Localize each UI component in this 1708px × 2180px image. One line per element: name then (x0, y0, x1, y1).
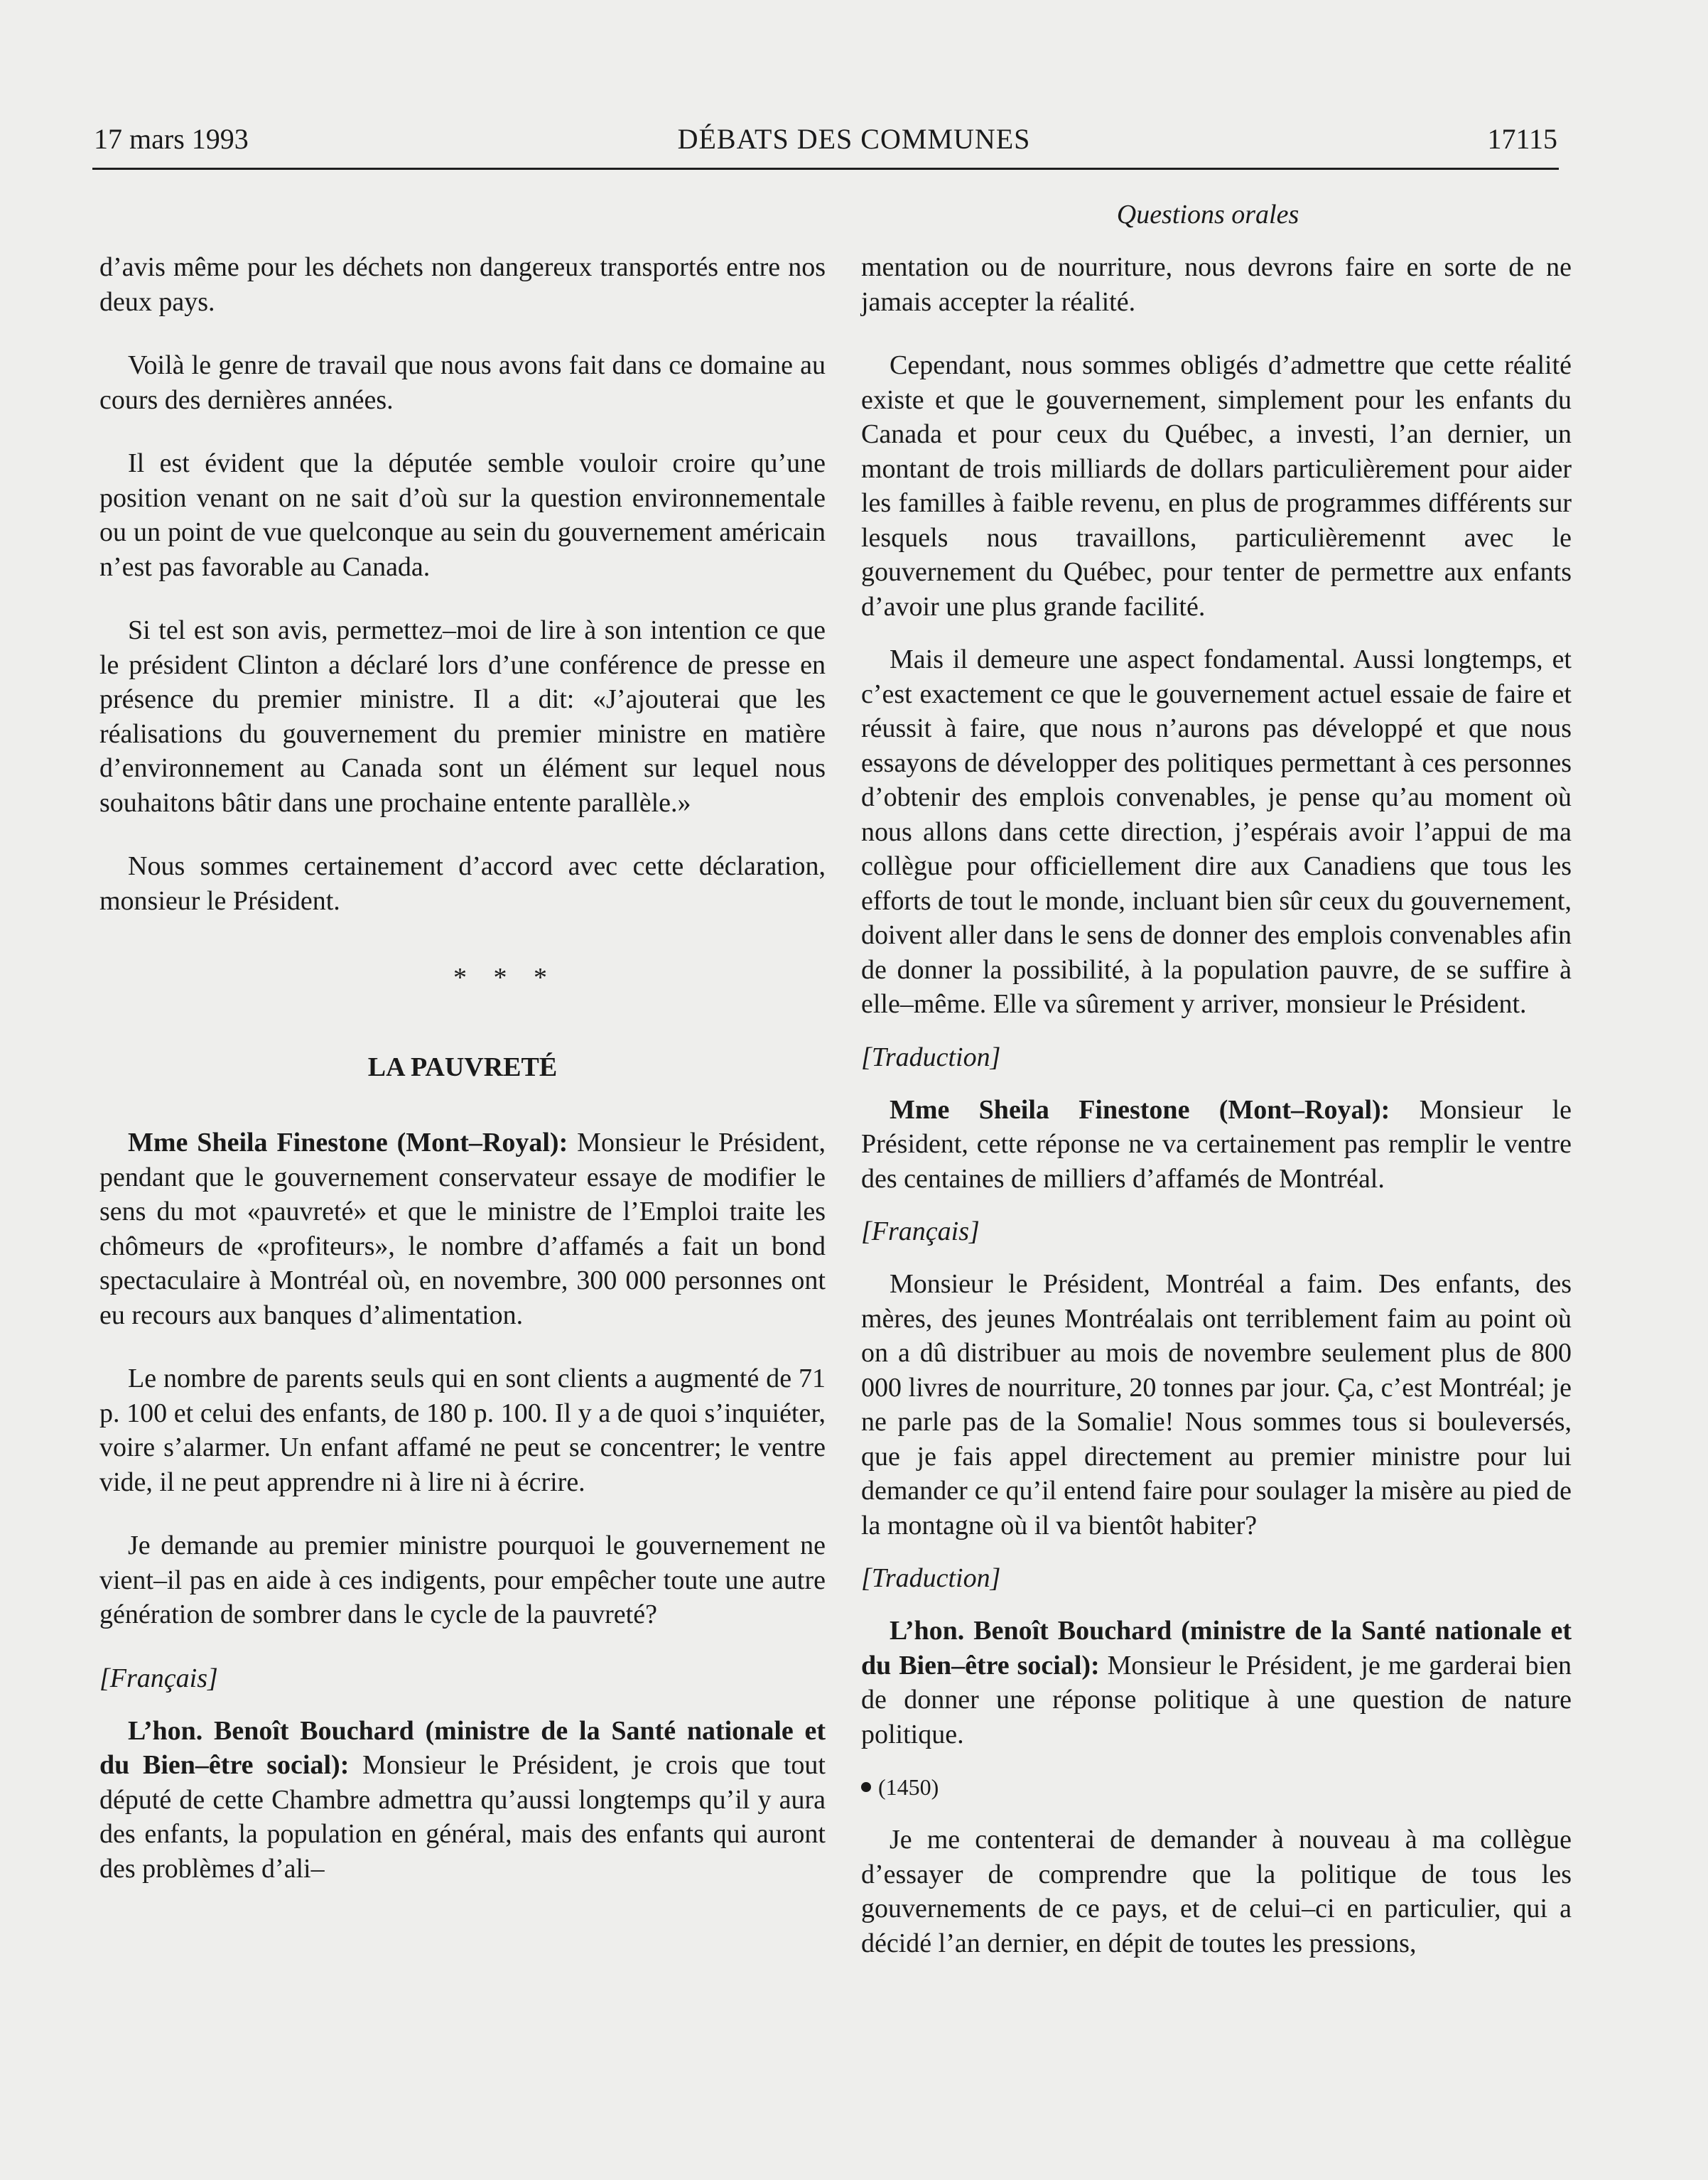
section-heading: LA PAUVRETÉ (367, 1052, 558, 1082)
time-marker (861, 1770, 1572, 1804)
speaker-name: Mme Sheila Finestone (Mont–Royal): (128, 1128, 568, 1158)
section-separator: * * * (453, 963, 557, 993)
paragraph: Monsieur le Président, Montréal a faim. Des enfants, des mères, des jeunes Montréalais ont terriblement faim au point où on a dû distribuer au mois de novembre seulement plus de 800 000 livres de nourriture, 20 tonnes par jour. Ça, c’est Montréal; je ne parle pas de la Somalie! Nous sommes tous si bouleversés, que je fais appel directement au premier ministre pour lui demander ce qu’il entend faire pour soulager la misère au pied de la montagne où il va bientôt habiter? (861, 1269, 1572, 1540)
paragraph: mentation ou de nourriture, nous devrons faire en sorte de ne jamais accepter la réalité. (861, 252, 1572, 317)
right-column (861, 250, 1572, 1960)
header-date: 17 mars 1993 (94, 123, 249, 155)
language-tag: [Français] (99, 1663, 218, 1693)
speech-paragraph (99, 1126, 826, 1332)
speech-text: Monsieur le Président, cette réponse ne va certainement pas remplir le ventre des centaines de milliers d’affamés de Montréal. (861, 1094, 1572, 1194)
paragraph: d’avis même pour les déchets non dangereux transportés entre nos deux pays. (99, 252, 826, 317)
paragraph: Le nombre de parents seuls qui en sont clients a augmenté de 71 p. 100 et celui des enfants, de 180 p. 100. Il y a de quoi s’inquiéter, voire s’alarmer. Un enfant affamé ne peut se concentrer; le ventre vide, il ne peut apprendre ni à lire ni à écrire. (99, 1364, 826, 1497)
speech-text: Monsieur le Président, je me garderai bien de donner une réponse politique à une question de nature politique. (861, 1650, 1572, 1749)
speaker-name: L’hon. Benoît Bouchard (ministre de la Santé nationale et du Bien–être social): (861, 1616, 1572, 1680)
speech-paragraph (861, 1614, 1572, 1752)
left-column (99, 250, 826, 1886)
language-tag: [Français] (861, 1216, 980, 1246)
time-stamp: (1450) (878, 1774, 939, 1800)
paragraph: Voilà le genre de travail que nous avons fait dans ce domaine au cours des dernières années. (99, 350, 826, 415)
paragraph: Il est évident que la députée semble vouloir croire qu’une position venant on ne sait d’où sur la question environnementale ou un point de vue quelconque au sein du gouvernement américain n’est pas favorable au Canada. (99, 448, 826, 582)
speaker-name: Mme Sheila Finestone (Mont–Royal): (890, 1094, 1390, 1125)
paragraph: Cependant, nous sommes obligés d’admettre que cette réalité existe et que le gouvernement, simplement pour les enfants du Canada et pour ceux du Québec, a investi, l’an dernier, un montant de trois milliards de dollars particulièrement pour aider les familles à faible revenu, en plus de programmes différents sur lesquels nous travaillons, particulièremennt avec le gouvernement du Québec, pour tenter de permettre aux enfants d’avoir une plus grande facilité. (861, 350, 1572, 622)
speech-paragraph (99, 1714, 826, 1887)
speech-paragraph (861, 1093, 1572, 1197)
header-rule (92, 168, 1559, 170)
paragraph: Je me contenterai de demander à nouveau à ma collègue d’essayer de comprendre que la politique de tous les gouvernements de ce pays, et de celui–ci en particulier, qui a décidé l’an dernier, en dépit de toutes les pressions, (861, 1825, 1572, 1958)
paragraph: Je demande au premier ministre pourquoi le gouvernement ne vient–il pas en aide à ces indigents, pour empêcher toute une autre génération de sombrer dans le cycle de la pauvreté? (99, 1531, 826, 1629)
bullet-icon (861, 1782, 871, 1792)
paragraph: Si tel est son avis, permettez–moi de lire à son intention ce que le président Clinton a déclaré lors d’une conférence de presse en présence du premier ministre. Il a dit: «J’ajouterai que les réalisations du gouvernement du premier ministre en matière d’environnement au Canada sont un élément sur lequel nous souhaitons bâtir dans une prochaine entente parallèle.» (99, 615, 826, 818)
paragraph: Mais il demeure une aspect fondamental. Aussi longtemps, et c’est exactement ce que le gouvernement actuel essaie de faire et réussit à faire, que nous n’aurons pas développé et que nous essayons de développer des politiques permettant à ces personnes d’obtenir des emplois convenables, je pense qu’au moment où nous allons dans cette direction, j’espérais avoir l’appui de ma collègue pour officiellement dire aux Canadiens que tous les efforts de tout le monde, incluant bien sûr ceux du gouvernement, doivent aller dans le sens de donner des emplois convenables afin de donner la possibilité, à la population pauvre, de se suffire à elle–même. Elle va sûrement y arriver, monsieur le Président. (861, 644, 1572, 1019)
header-title: DÉBATS DES COMMUNES (677, 123, 1031, 155)
language-tag: [Traduction] (861, 1042, 1001, 1072)
speech-text: Monsieur le Président, je crois que tout député de cette Chambre admettra qu’aussi longtemps qu’il y aura des enfants, la population en général, mais des enfants qui auront des problèmes d’ali– (99, 1750, 826, 1884)
speech-text: Monsieur le Président, pendant que le gouvernement conservateur essaye de modifier le sens du mot «pauvreté» et que le ministre de l’Emploi traite les chômeurs de «profiteurs», le nombre d’affamés a fait un bond spectaculaire à Montréal où, en novembre, 300 000 personnes ont eu recours aux banques d’alimentation. (99, 1128, 826, 1330)
section-label: Questions orales (1116, 200, 1299, 230)
paragraph: Nous sommes certainement d’accord avec cette déclaration, monsieur le Président. (99, 851, 826, 916)
language-tag: [Traduction] (861, 1563, 1001, 1593)
header-page-number: 17115 (1487, 123, 1557, 155)
speaker-name: L’hon. Benoît Bouchard (ministre de la Santé nationale et du Bien–être social): (99, 1715, 826, 1780)
